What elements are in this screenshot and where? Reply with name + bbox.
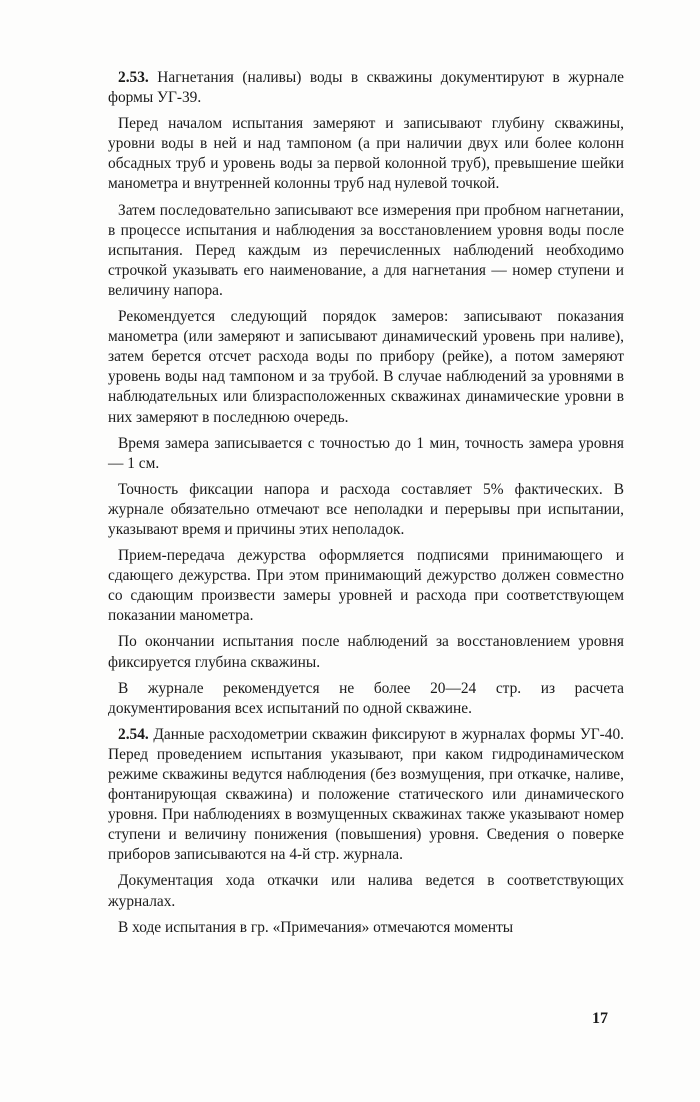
paragraph: Время замера записывается с точностью до 1 мин, точность замера уровня — 1 см. [108, 434, 624, 472]
body-text [108, 68, 624, 944]
paragraph: В журнале рекомендуется не более 20—24 стр. из расчета документирования всех испытаний по одной скважине. [108, 679, 624, 717]
paragraph-2-54: 2.54. Данные расходометрии скважин фиксируют в журналах формы УГ-40. Перед проведением испытания указывают, при каком гидродинамическом режиме скважины ведутся наблюдения (без возмущения, при откачке, наливе, фонтанирующая скважина) и положение статического или динамического уровня. При наблюдениях в возмущенных скважинах также указывают номер ступени и величину понижения (повышения) уровня. Сведения о поверке приборов записываются на 4-й стр. журнала. [108, 725, 624, 864]
paragraph: Документация хода откачки или налива ведется в соответствующих журналах. [108, 872, 624, 910]
paragraph: По окончании испытания после наблюдений за восстановлением уровня фиксируется глубина скважины. [108, 633, 624, 671]
page-number: 17 [592, 1010, 608, 1027]
section-number: 2.54. [118, 725, 149, 743]
paragraph: Перед началом испытания замеряют и записывают глубину скважины, уровни воды в ней и над тампоном (а при наличии двух или более колонн обсадных труб и уровень воды за первой колонной труб), превышение шейки манометра и внутренней колонны труб над нулевой точкой. [108, 115, 624, 193]
section-number: 2.53. [118, 69, 149, 86]
paragraph: Точность фиксации напора и расхода составляет 5% фактических. В журнале обязательно отмечают все неполадки и перерывы при испытании, указывают время и причины этих неполадок. [108, 480, 624, 538]
paragraph: Рекомендуется следующий порядок замеров: записывают показания манометра (или замеряют и записывают динамический уровень при наливе), затем берется отсчет расхода воды по прибору (рейке), а потом замеряют уровень воды над тампоном и за трубой. В случае наблюдений за уровнями в наблюдательных или близрасположенных скважинах динамические уровни в них замеряют в последнюю очередь. [108, 308, 624, 426]
paragraph: В ходе испытания в гр. «Примечания» отмечаются моменты [118, 918, 514, 936]
paragraph: Прием-передача дежурства оформляется подписями принимающего и сдающего дежурства. При этом принимающий дежурство должен совместно со сдающим произвести замеры уровней и расхода при соответствующем показании манометра. [108, 547, 624, 625]
paragraph: Затем последовательно записывают все измерения при пробном нагнетании, в процессе испытания и наблюдения за восстановлением уровня воды после испытания. Перед каждым из перечисленных наблюдений необходимо строчкой указывать его наименование, а для нагнетания — номер ступени и величину напора. [108, 201, 624, 299]
paragraph-2-53: 2.53. Нагнетания (наливы) воды в скважины документируют в журнале формы УГ-39. [108, 69, 624, 107]
